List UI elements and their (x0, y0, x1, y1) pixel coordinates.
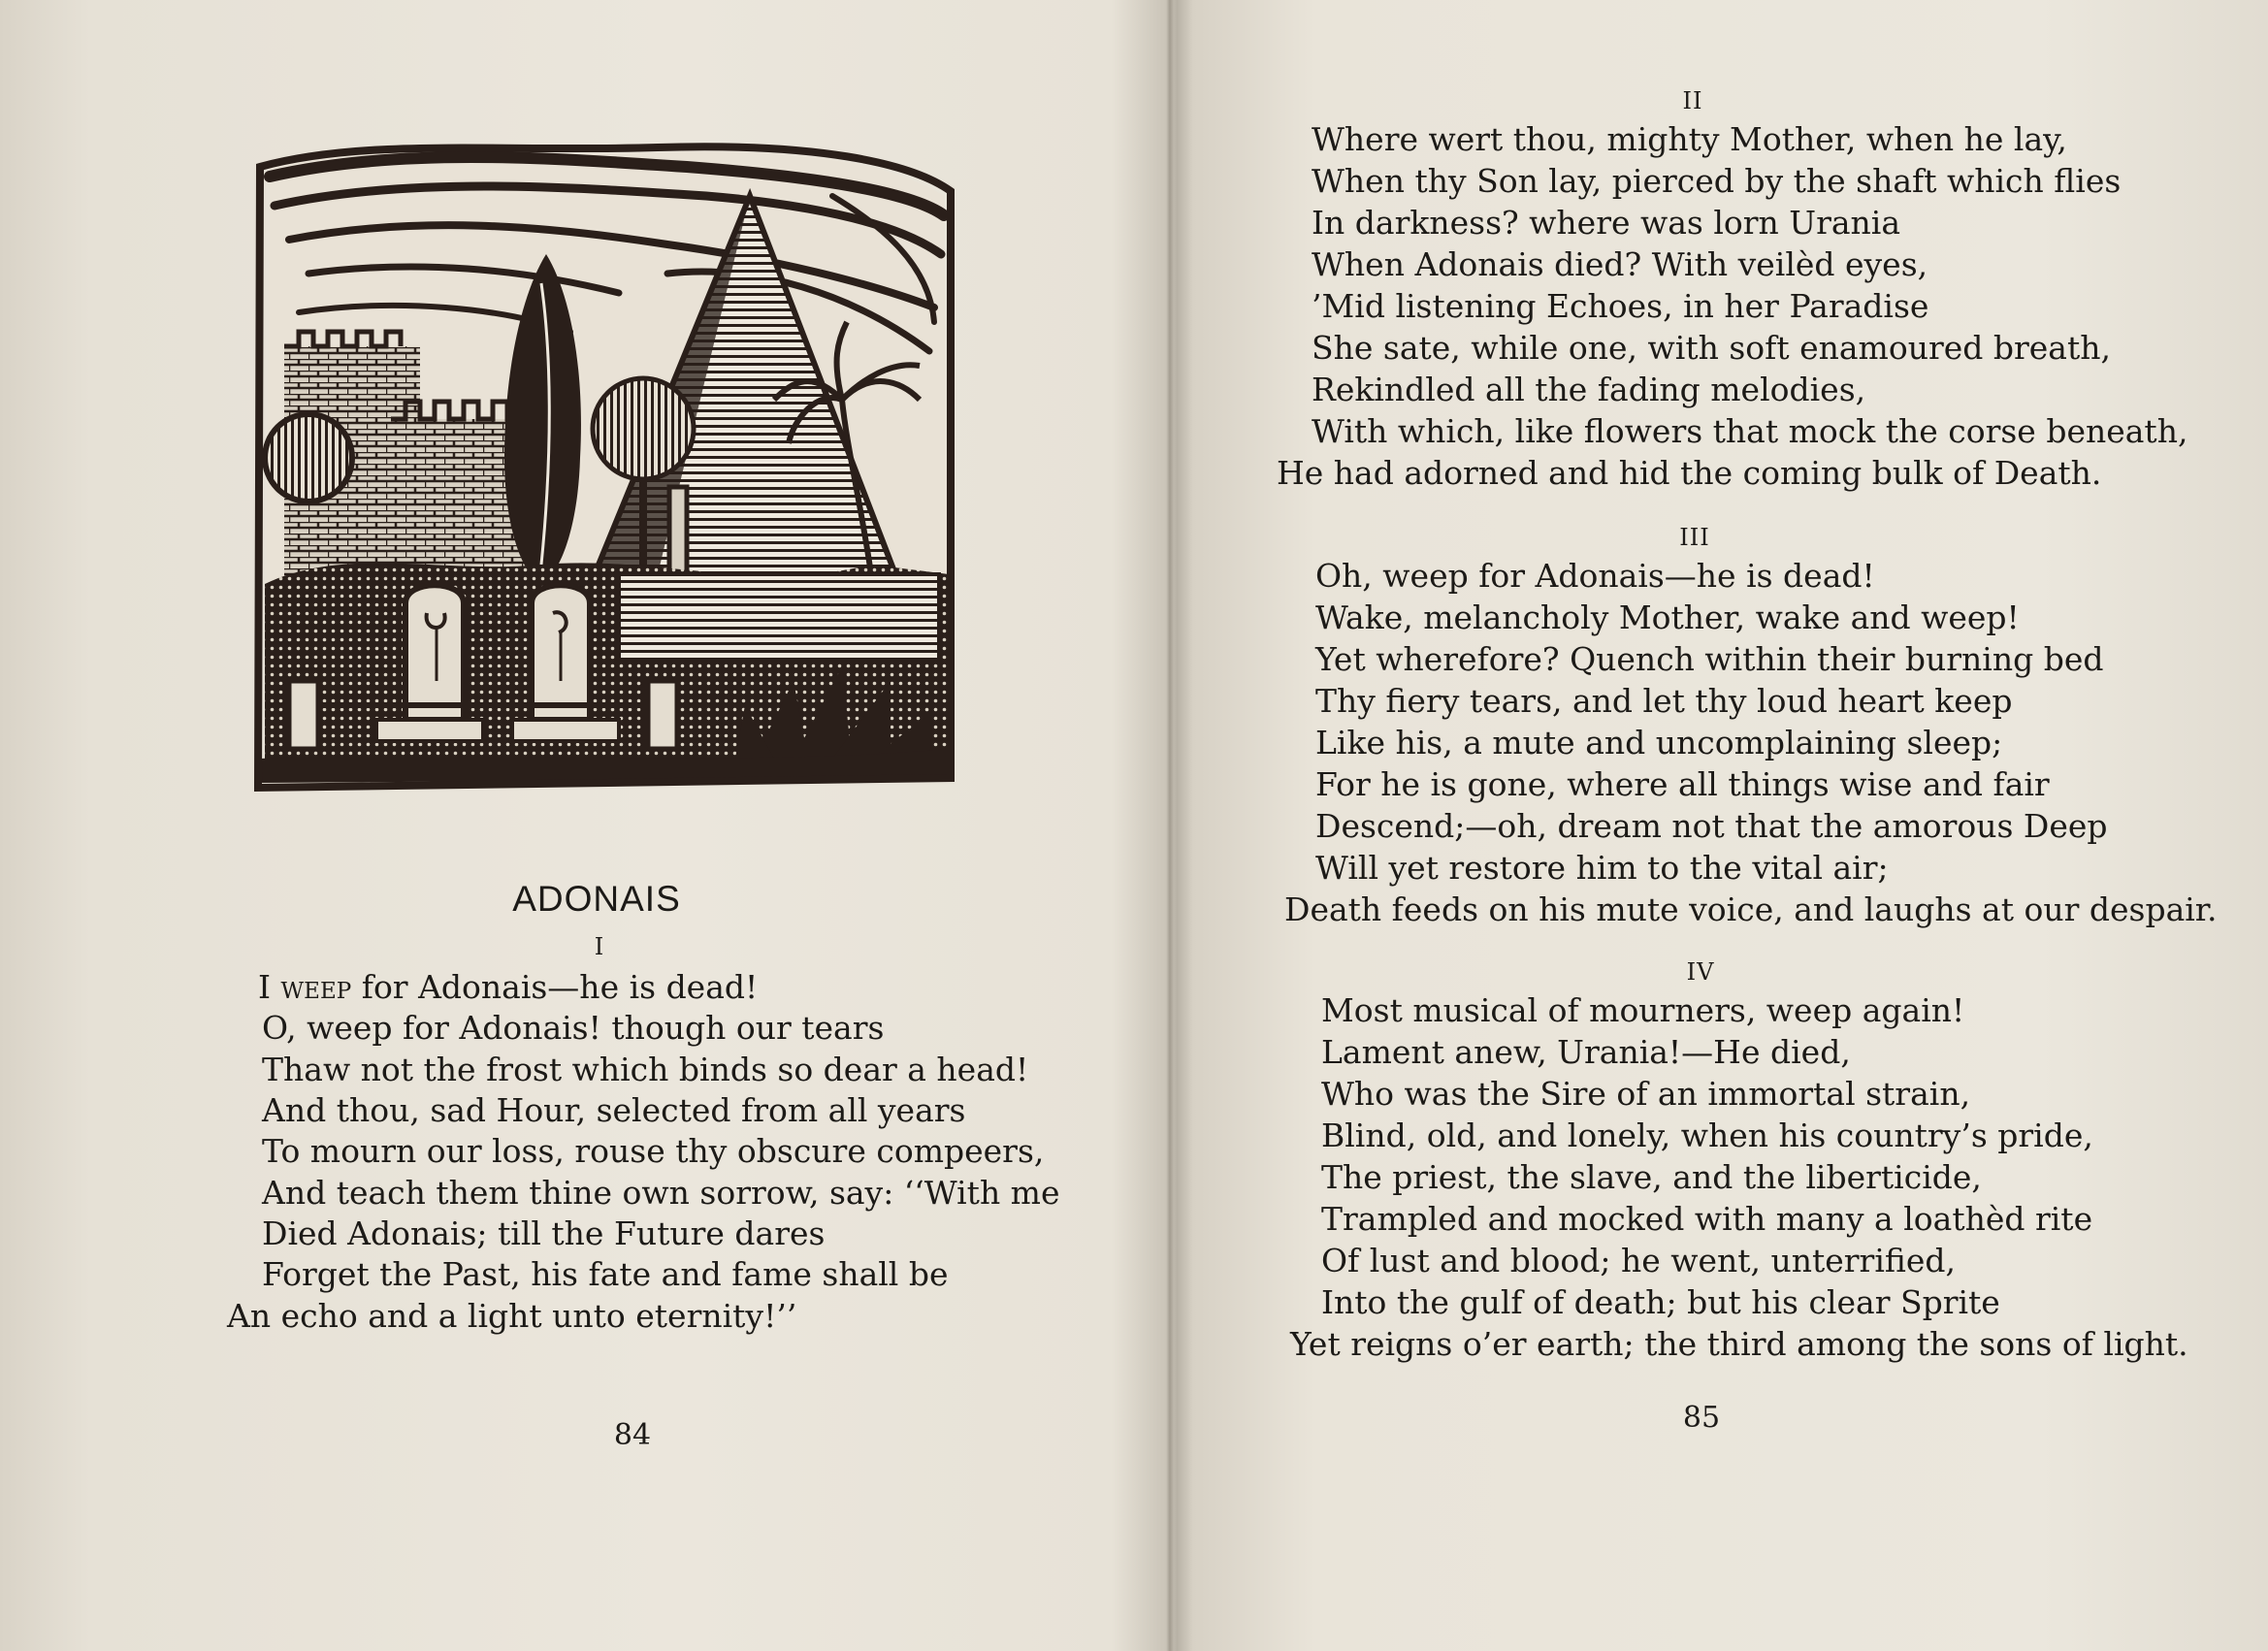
stanza-number: III (1679, 524, 1710, 551)
poem-line: Where wert thou, mighty Mother, when he lay, (1312, 120, 2067, 158)
drop-cap-words: I weep (258, 968, 352, 1006)
stanza-number: II (1682, 87, 1703, 114)
poem-line: Lament anew, Urania!—He died, (1321, 1033, 1851, 1071)
poem-line: And teach them thine own sorrow, say: ‘‘With me (262, 1174, 1060, 1212)
poem-line: Wake, melancholy Mother, wake and weep! (1315, 599, 2020, 636)
page-number: 85 (1682, 1401, 1721, 1435)
poem-line: Death feeds on his mute voice, and laughs at our despair. (1284, 890, 2218, 928)
poem-line: Blind, old, and lonely, when his country’s pride, (1321, 1117, 2093, 1154)
poem-line: With which, like flowers that mock the corse beneath, (1312, 412, 2188, 450)
stanza-number: IV (1686, 958, 1715, 986)
poem-line: In darkness? where was lorn Urania (1312, 204, 1901, 242)
poem-line: Thy fiery tears, and let thy loud heart keep (1315, 682, 2013, 720)
poem-line: Thaw not the frost which binds so dear a head! (262, 1051, 1029, 1088)
poem-line: Most musical of mourners, weep again! (1321, 991, 1965, 1029)
poem-line: Into the gulf of death; but his clear Sprite (1321, 1283, 2000, 1321)
right-page (1174, 0, 2268, 1651)
poem-line: When thy Son lay, pierced by the shaft which flies (1312, 162, 2122, 200)
poem-line: Will yet restore him to the vital air; (1315, 849, 1889, 887)
stanza-number: I (594, 933, 605, 960)
poem-line: Who was the Sire of an immortal strain, (1321, 1075, 1971, 1113)
poem-line: Of lust and blood; he went, unterrified, (1321, 1242, 1957, 1279)
poem-title: ADONAIS (512, 879, 681, 919)
poem-line: To mourn our loss, rouse thy obscure compeers, (262, 1132, 1045, 1170)
poem-line: Like his, a mute and uncomplaining sleep; (1315, 724, 2003, 761)
poem-line: ’Mid listening Echoes, in her Paradise (1312, 287, 1929, 325)
poem-line: Oh, weep for Adonais—he is dead! (1315, 557, 1875, 595)
poem-line: She sate, while one, with soft enamoured breath, (1312, 329, 2111, 367)
poem-line: An echo and a light unto eternity!’’ (227, 1297, 797, 1335)
poem-line: When Adonais died? With veilèd eyes, (1312, 245, 1928, 283)
poem-line-text: for Adonais—he is dead! (351, 968, 759, 1006)
poem-line: Yet wherefore? Quench within their burning bed (1315, 640, 2104, 678)
poem-line: Yet reigns o’er earth; the third among the sons of light. (1290, 1325, 2188, 1363)
poem-line: Rekindled all the fading melodies, (1312, 371, 1866, 408)
poem-line (258, 968, 758, 1007)
poem-line: The priest, the slave, and the liberticide, (1321, 1158, 1982, 1196)
woodcut-illustration (250, 138, 958, 856)
page-number: 84 (613, 1418, 652, 1452)
poem-line: Trampled and mocked with many a loathèd rite (1321, 1200, 2093, 1238)
poem-line: O, weep for Adonais! though our tears (262, 1009, 885, 1047)
poem-line: And thou, sad Hour, selected from all years (262, 1091, 966, 1129)
poem-line: Died Adonais; till the Future dares (262, 1214, 826, 1252)
poem-line: He had adorned and hid the coming bulk of Death. (1277, 454, 2102, 492)
poem-line: Forget the Past, his fate and fame shall be (262, 1255, 949, 1293)
poem-line: Descend;—oh, dream not that the amorous Deep (1315, 807, 2108, 845)
poem-line: For he is gone, where all things wise and fair (1315, 765, 2050, 803)
